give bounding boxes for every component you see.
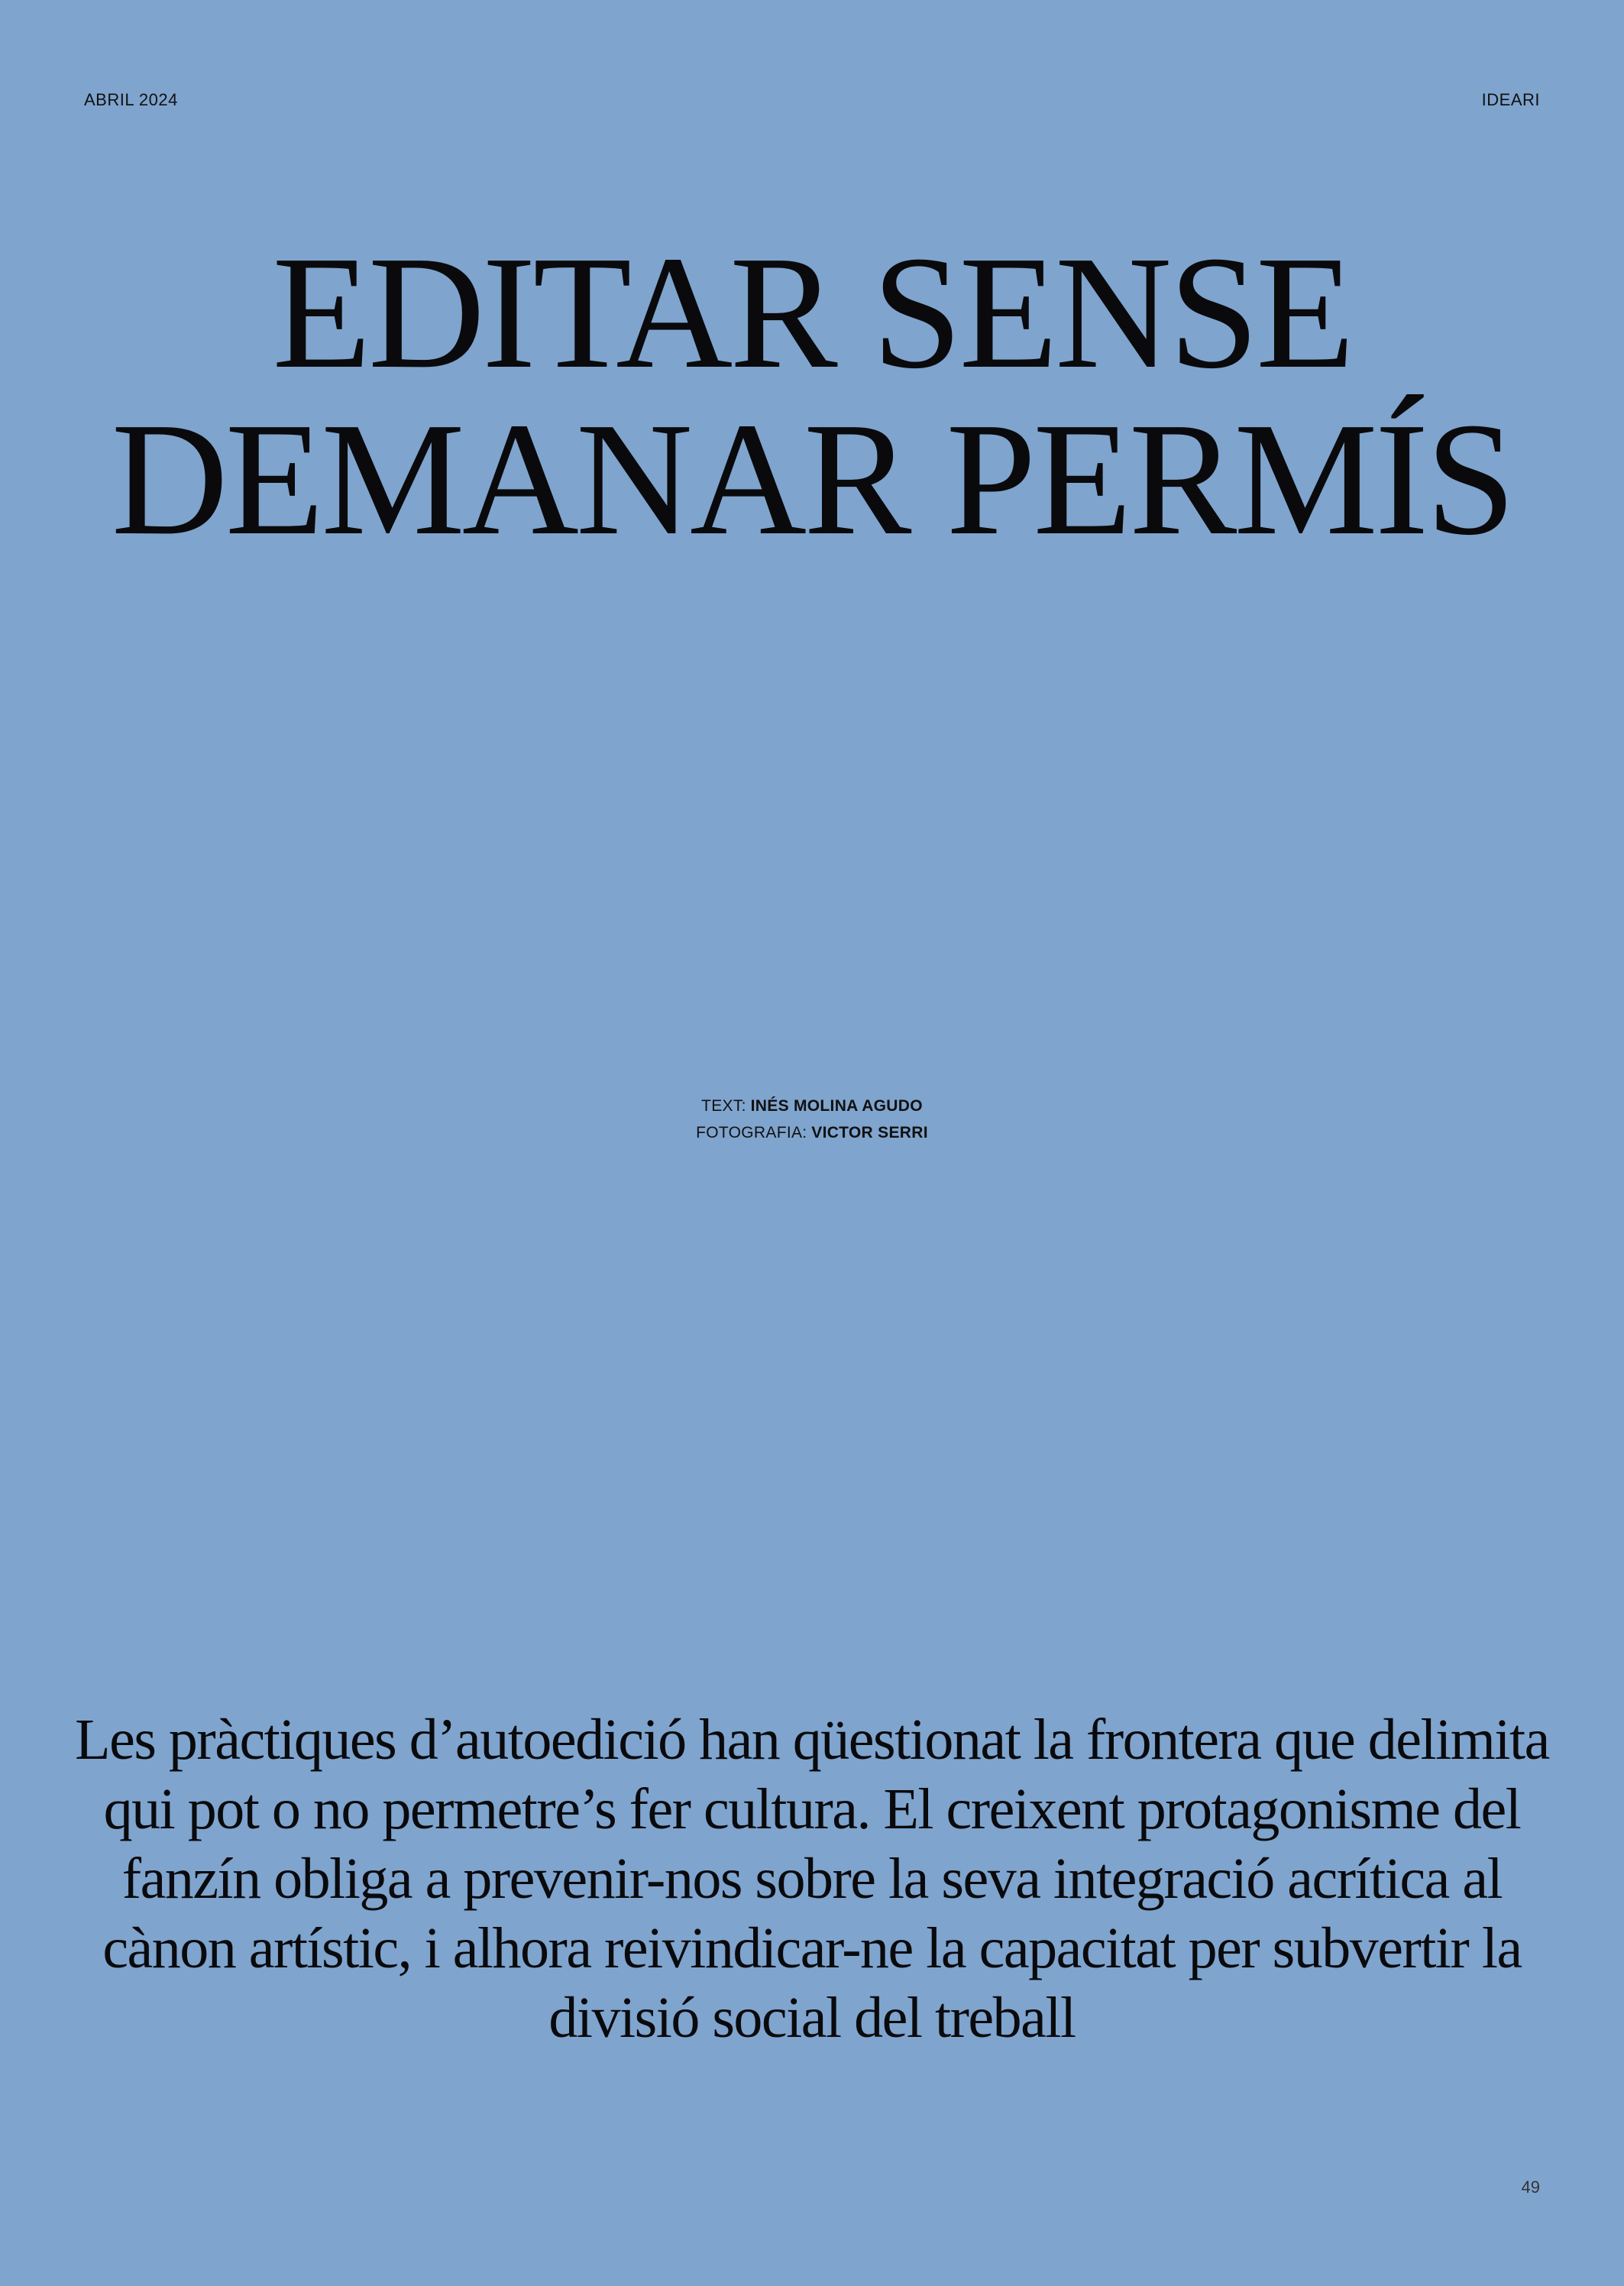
photo-author: VICTOR SERRI: [811, 1124, 928, 1141]
text-credit-label: TEXT:: [701, 1097, 746, 1115]
photo-credit-label: FOTOGRAFIA:: [696, 1124, 807, 1141]
photo-credit: [0, 1119, 1624, 1146]
article-credits: [0, 1093, 1624, 1146]
article-title: [0, 222, 1624, 568]
standfirst: Les pràctiques d’autoedició han qüestionat la frontera que delimita qui pot o no permetre’s fer cultura. El creixent protagonisme del fanzín obliga a prevenir-nos sobre la seva integració acrítica al cànon artístic, i alhora reivindicar-ne la capacitat per subvertir la divisió social del treball: [75, 1708, 1549, 2050]
issue-date: ABRIL 2024: [84, 90, 178, 109]
title-line-1: EDITAR SENSE: [272, 222, 1352, 402]
text-author: INÉS MOLINA AGUDO: [750, 1097, 923, 1115]
title-line-2: DEMANAR PERMÍS: [111, 389, 1513, 568]
section-name: IDEARI: [1481, 90, 1540, 109]
text-credit: [0, 1093, 1624, 1119]
page-number: 49: [1521, 2178, 1540, 2197]
